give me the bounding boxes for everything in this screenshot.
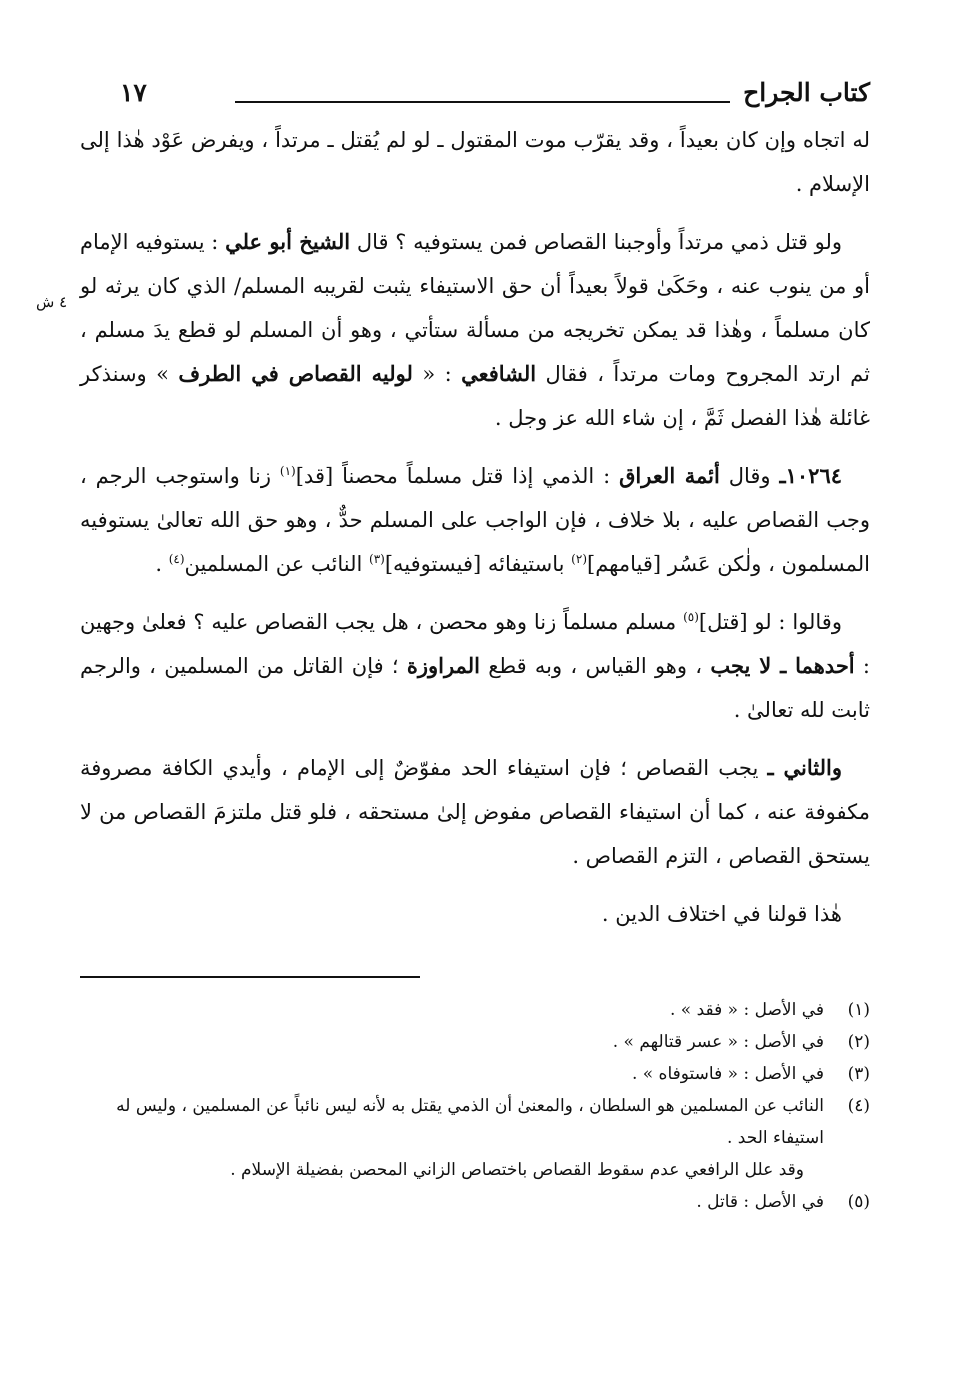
- p4-text-f: ؛ فإن القاتل من المسلمين ، والرجم ثابت لله تعالىٰ .: [80, 654, 870, 722]
- p3-text-g: .: [155, 552, 169, 576]
- footnote-ref-2[interactable]: (٢): [571, 552, 587, 566]
- paragraph-6: هٰذا قولنا في اختلاف الدين .: [601, 902, 842, 926]
- footnote-number: (٣): [847, 1064, 870, 1084]
- footnote-4-continuation: وقد علل الرافعي عدم سقوط القصاص باختصاص الزاني المحصن بفضيلة الإسلام .: [230, 1160, 804, 1180]
- p3-name-iraq: أئمة العراق: [619, 463, 720, 488]
- footnotes: [80, 994, 870, 1218]
- footnote-rule: [80, 976, 420, 978]
- p4-first-view: أحدهما ـ لا يجب: [710, 653, 855, 678]
- p4-name-marawiza: المراوزة: [406, 653, 480, 678]
- footnote-1: [80, 994, 870, 1026]
- footnote-ref-5[interactable]: (٥): [683, 610, 699, 624]
- book-page: [80, 78, 870, 1218]
- p3-text-e: باستيفائه [فيستوفيه]: [384, 552, 572, 576]
- footnote-text: في الأصل : « فقد » .: [669, 1000, 824, 1020]
- p4-text-b: مسلم مسلماً زنا وهو محصن ، هل يجب القصاص عليه ؟ فعلىٰ وجهين :: [80, 610, 870, 678]
- footnote-ref-1[interactable]: (١): [279, 464, 296, 478]
- footnote-2: [80, 1026, 870, 1058]
- p3-text-c: : الذمي إذا قتل مسلماً محصناً [قد]: [295, 464, 620, 488]
- header-rule: [235, 101, 730, 103]
- p2-name-shafii: الشافعي: [461, 361, 537, 386]
- footnote-3: [80, 1058, 870, 1090]
- footnote-ref-3[interactable]: (٣): [369, 552, 385, 566]
- footnote-number: (١): [847, 1000, 870, 1020]
- paragraph-4: [80, 600, 870, 732]
- p3-text-a: وقال: [719, 464, 780, 488]
- footnote-number: (٤): [847, 1096, 870, 1116]
- footnote-number: (٢): [847, 1032, 870, 1052]
- footnote-text: في الأصل : « عسر قتالهم » .: [612, 1032, 824, 1052]
- p3-text-d: زنا واستوجب الرجم ، وجب القصاص عليه ، بلا خلاف ، فإن الواجب على المسلم حدٌّ ، وهو حق الله تعالىٰ يستوفيه المسلمون ، ولٰكن عَسُر [قيامهم]: [80, 464, 870, 576]
- book-title: كتاب الجراح: [743, 78, 870, 107]
- paragraph-3: [80, 454, 870, 586]
- p2-text-a: ولو قتل ذمي مرتداً وأوجبنا القصاص فمن يستوفيه ؟ قال: [350, 230, 843, 254]
- p5-text-b: يجب القصاص ؛ فإن استيفاء الحد مفوّضٌ إلى الإمام ، وأيدي الكافة مصروفة مكفوفة عنه ، كما أن استيفاء القصاص مفوض إلىٰ مستحقه ، فلو قتل ملتزمَ القصاص من لا يستحق القصاص ، التزم القصاص .: [80, 756, 870, 868]
- footnote-number: (٥): [847, 1192, 870, 1212]
- footnote-5: [80, 1186, 870, 1218]
- p2-text-g: » وسنذكر غائلة هٰذا الفصل ثَمَّ ، إن شاء الله عز وجل .: [80, 362, 870, 430]
- footnote-text: في الأصل : قاتل .: [696, 1192, 824, 1212]
- p2-text-c: : يستوفيه الإمام أو من ينوب عنه ، وحَكَىٰ قولاً بعيداً أن حق الاستيفاء يثبت لقريبه المسلم/ الذي كان يرثه لو كان مسلماً ، وهٰذا قد يمكن تخريجه من مسألة ستأتي ، وهو أن المسلم لو قطع يدَ مسلم ، ثم ارتد المجروح ومات مرتداً ، فقال: [80, 230, 871, 386]
- issue-number: ١٠٢٦٤ـ: [779, 463, 843, 488]
- margin-manuscript-note: ٤ ش: [36, 293, 68, 311]
- p3-text-f: النائب عن المسلمين: [184, 552, 370, 576]
- footnote-text: في الأصل : « فاستوفاه » .: [631, 1064, 824, 1084]
- running-header: [80, 78, 870, 118]
- p2-quote: لوليه القصاص في الطرف: [178, 361, 413, 386]
- page-number: ١٧: [120, 78, 147, 107]
- footnote-4: [80, 1090, 870, 1154]
- footnote-text: النائب عن المسلمين هو السلطان ، والمعنىٰ أن الذمي يقتل به لأنه ليس نائباً عن المسلمين ، وليس له استيفاء الحد .: [116, 1096, 824, 1148]
- paragraph-1: له اتجاه وإن كان بعيداً ، وقد يقرّب موت المقتول ـ لو لم يُقتل ـ مرتداً ، ويفرض عَوْد هٰذا إلى الإسلام .: [80, 128, 870, 196]
- paragraph-2: [80, 220, 870, 440]
- p5-second-view: والثاني ـ: [767, 755, 843, 780]
- footnote-ref-4[interactable]: (٤): [168, 552, 185, 566]
- p2-text-e: : «: [412, 362, 462, 386]
- p4-text-a: وقالوا : لو [قتل]: [698, 610, 842, 634]
- p2-name-sheikh: الشيخ أبو علي: [225, 229, 351, 254]
- paragraph-5: [80, 746, 870, 878]
- p4-text-d: ، وهو القياس ، وبه قطع: [479, 654, 711, 678]
